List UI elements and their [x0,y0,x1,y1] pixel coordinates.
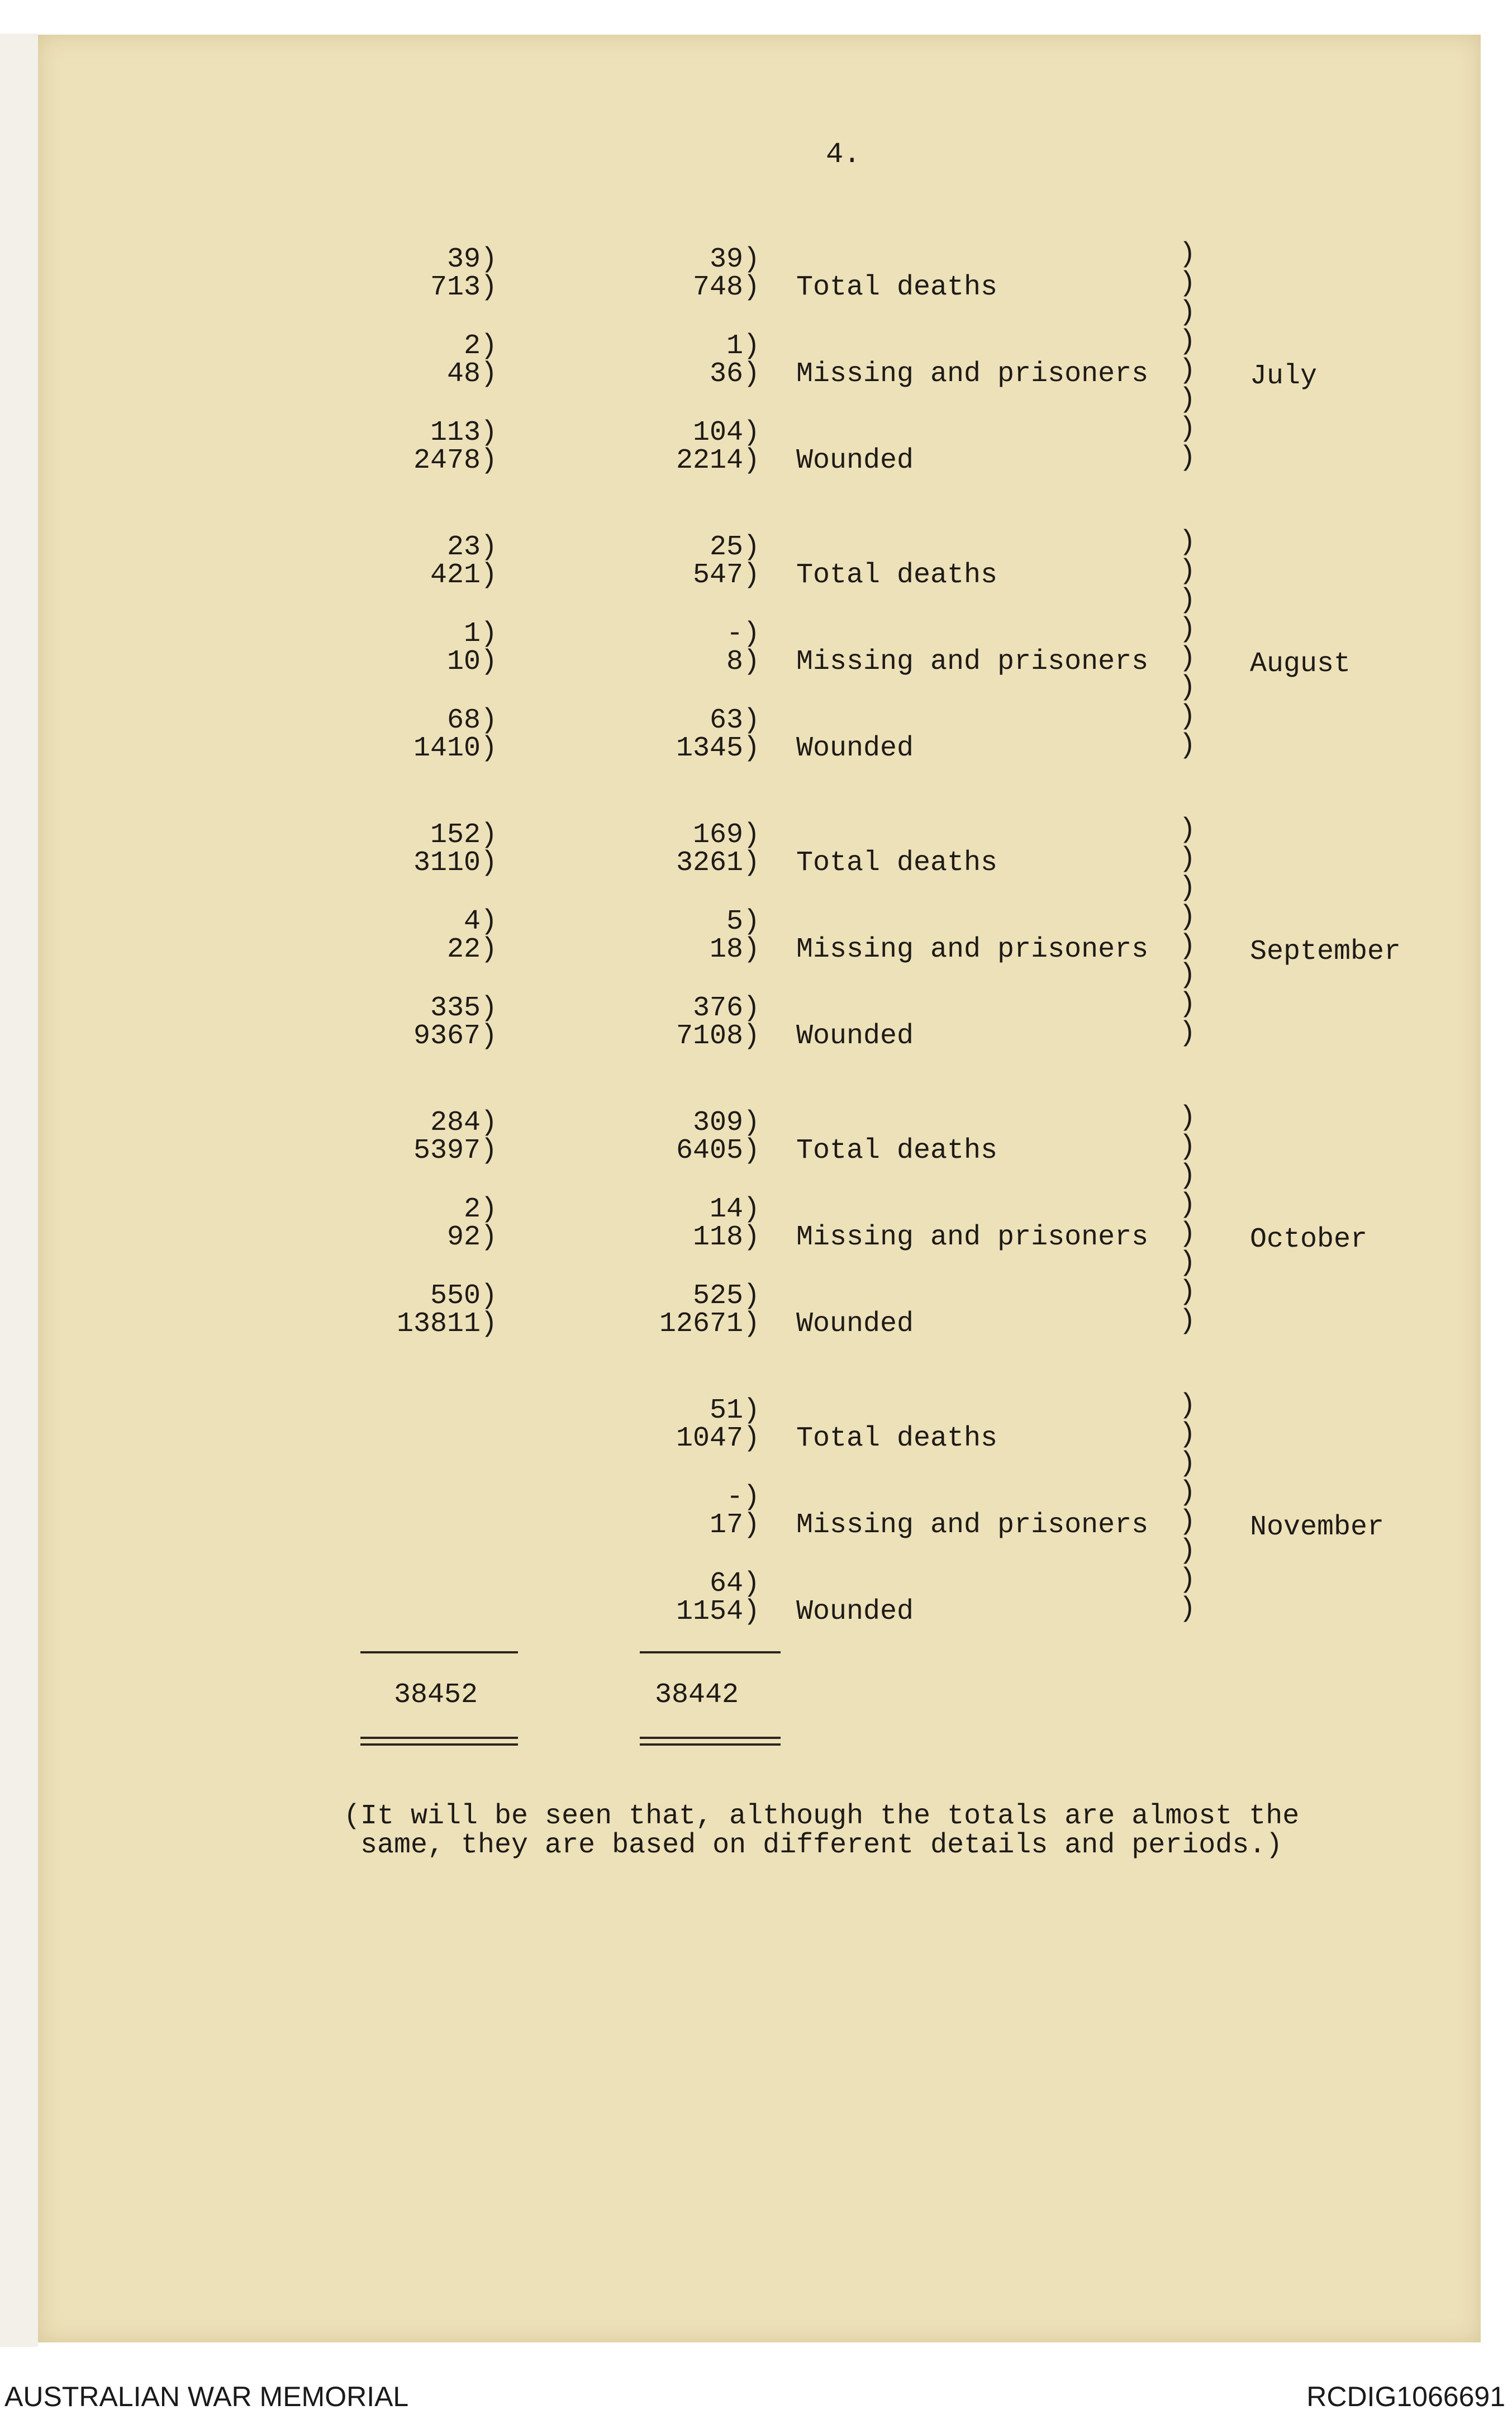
row-label: Missing and prisoners [796,646,1149,678]
row-label: Total deaths [796,847,998,879]
total-rule-col1-bottom-a [360,1737,518,1739]
month-label: July [1250,360,1318,392]
col2-value-top: -) [726,618,760,650]
row-label: Total deaths [796,272,998,303]
footnote [344,1802,1299,1860]
month-label: August [1250,648,1351,680]
row-label: Total deaths [796,1135,998,1167]
col2-value-top: 25) [709,531,760,563]
col2-value-bottom: 18) [709,934,760,966]
row-label: Wounded [796,733,914,764]
row-label: Missing and prisoners [796,358,1149,390]
page-edge [0,34,38,2347]
col1-value-top: 284) [430,1107,497,1139]
month-label: October [1250,1224,1368,1256]
col1-value-bottom: 5397) [413,1135,497,1167]
col1-value-top: 4) [463,906,497,938]
col1-value-bottom: 421) [430,559,497,591]
col2-value-bottom: 17) [709,1509,760,1541]
row-label: Wounded [796,445,914,477]
group-brace: ) ) ) ) ) ) ) ) [1179,239,1196,474]
col1-value-top: 335) [430,992,497,1024]
col2-value-top: 5) [726,906,760,938]
col1-value-top: 23) [446,531,497,563]
total-rule-col2-bottom-a [640,1737,781,1739]
row-label: Wounded [796,1020,914,1052]
col2-value-top: 169) [692,819,760,851]
col2-value-bottom: 1047) [676,1423,760,1455]
month-label: November [1250,1512,1385,1543]
col2-value-top: 1) [726,330,760,362]
col1-value-top: 550) [430,1280,497,1312]
row-label: Wounded [796,1308,914,1340]
col2-value-bottom: 547) [692,559,760,591]
col1-value-bottom: 48) [446,358,497,390]
month-label: September [1250,936,1401,968]
col2-value-bottom: 2214) [676,445,760,477]
col1-value-bottom: 22) [446,934,497,966]
col1-value-top: 68) [446,705,497,736]
col2-value-top: 309) [692,1107,760,1139]
col2-value-bottom: 12671) [659,1308,760,1340]
footer-record-id: RCDIG1066691 [1306,2381,1505,2412]
col1-value-bottom: 3110) [413,847,497,879]
page-number: 4. [826,138,861,171]
row-label: Missing and prisoners [796,1509,1149,1541]
col2-value-bottom: 3261) [676,847,760,879]
col1-value-top: 1) [463,618,497,650]
group-brace: ) ) ) ) ) ) ) ) [1179,814,1196,1049]
row-label: Total deaths [796,1423,998,1455]
col2-value-top: 39) [709,244,760,275]
group-brace: ) ) ) ) ) ) ) ) [1179,1102,1196,1337]
col2-value-bottom: 1345) [676,733,760,764]
total-col1: 38452 [394,1679,478,1711]
col2-value-top: -) [726,1481,760,1513]
row-label: Total deaths [796,559,998,591]
col1-value-bottom: 10) [446,646,497,678]
group-brace: ) ) ) ) ) ) ) ) [1179,526,1196,762]
col1-value-bottom: 13811) [396,1308,497,1340]
total-rule-col2-bottom-b [640,1743,781,1746]
col2-value-bottom: 748) [692,272,760,303]
total-col2: 38442 [655,1679,739,1711]
col2-value-top: 63) [709,705,760,736]
col1-value-top: 2) [463,1194,497,1225]
col2-value-top: 14) [709,1194,760,1225]
col2-value-top: 51) [709,1395,760,1427]
col1-value-top: 113) [430,417,497,449]
col2-value-bottom: 36) [709,358,760,390]
col1-value-bottom: 9367) [413,1020,497,1052]
col2-value-top: 64) [709,1568,760,1600]
col1-value-top: 152) [430,819,497,851]
total-rule-col2-top [640,1651,781,1653]
col1-value-bottom: 92) [446,1221,497,1253]
footnote-line-1: (It will be seen that, although the totals are almost the [344,1800,1300,1832]
col2-value-bottom: 7108) [676,1020,760,1052]
footnote-line-2: same, they are based on different details and periods.) [344,1829,1283,1861]
row-label: Missing and prisoners [796,1221,1149,1253]
footer-institution: AUSTRALIAN WAR MEMORIAL [4,2381,409,2412]
total-rule-col1-bottom-b [360,1743,518,1746]
col1-value-bottom: 2478) [413,445,497,477]
total-rule-col1-top [360,1651,518,1653]
row-label: Wounded [796,1596,914,1628]
row-label: Missing and prisoners [796,934,1149,966]
col1-value-top: 39) [446,244,497,275]
group-brace: ) ) ) ) ) ) ) ) [1179,1390,1196,1625]
col2-value-top: 376) [692,992,760,1024]
col2-value-bottom: 118) [692,1221,760,1253]
col2-value-bottom: 6405) [676,1135,760,1167]
col1-value-top: 2) [463,330,497,362]
col2-value-bottom: 1154) [676,1596,760,1628]
col1-value-bottom: 713) [430,272,497,303]
col2-value-top: 104) [692,417,760,449]
col1-value-bottom: 1410) [413,733,497,764]
col2-value-bottom: 8) [726,646,760,678]
col2-value-top: 525) [692,1280,760,1312]
